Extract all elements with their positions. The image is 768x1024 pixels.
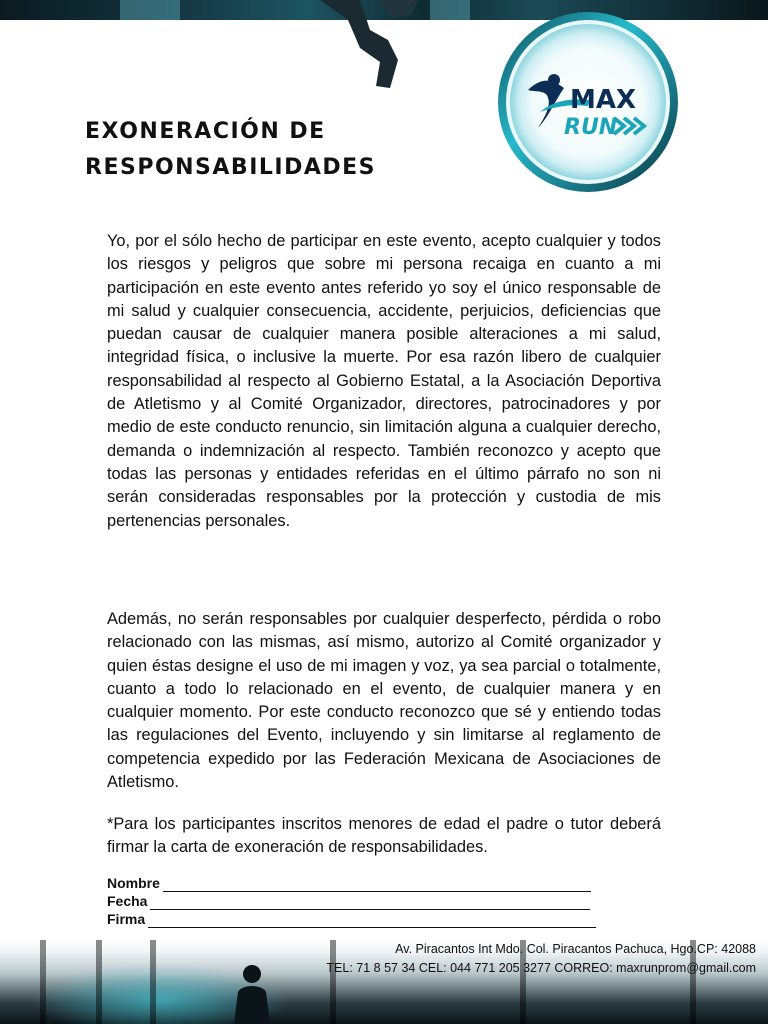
date-field[interactable] (107, 892, 590, 910)
signature-label: Firma (107, 911, 146, 927)
waiver-paragraph-2: Además, no serán responsables por cualquier desperfecto, pérdida o robo relacionado con las mismas, así mismo, autorizo al Comité organizador y quien éstas designe el uso de mi imagen y voz, ya sea parcial o totalmente, cuanto a todo lo relacionado en el evento, de cualquier manera y en cualquier momento. Por este conducto reconozco que sé y entiendo todas las regulaciones del Evento, incluyendo y sin limitarse al reglamento de competencia expedido por las Federación Mexicana de Asociaciones de Atletismo. (107, 610, 661, 792)
footer-beam (40, 940, 46, 1024)
athlete-silhouette-image (222, 962, 282, 1024)
footer-beam (96, 940, 102, 1024)
footer-beam (150, 940, 156, 1024)
maxrun-logo (494, 8, 682, 196)
footer-contact: TEL: 71 8 57 34 CEL: 044 771 205 3277 CORREO: maxrunprom@gmail.com (326, 961, 756, 975)
logo-text-max: MAX (570, 85, 637, 115)
title-line-2: RESPONSABILIDADES (85, 155, 377, 180)
minors-note: *Para los participantes inscritos menores de edad el padre o tutor deberá firmar la carta de exoneración de responsabilidades. (107, 815, 661, 857)
banner-streak (120, 0, 180, 20)
document-title (85, 114, 465, 186)
title-line-1: EXONERACIÓN DE (85, 119, 326, 144)
name-field[interactable] (107, 874, 591, 892)
banner-streak (430, 0, 470, 20)
date-label: Fecha (107, 893, 148, 909)
signature-field[interactable] (107, 910, 596, 928)
signature-line[interactable] (148, 913, 596, 928)
footer-address: Av. Piracantos Int Mdo. Col. Piracantos Pachuca, Hgo.CP: 42088 (395, 942, 756, 956)
runner-silhouette-image (300, 0, 430, 90)
name-line[interactable] (163, 877, 591, 892)
logo-text-run: RUN (564, 115, 618, 140)
name-label: Nombre (107, 875, 160, 891)
waiver-paragraph-1: Yo, por el sólo hecho de participar en este evento, acepto cualquier y todos los riesgos y peligros que sobre mi persona recaiga en cuanto a mi participación en este evento antes referido yo soy el único responsable de mi salud y cualquier consecuencia, accidente, perjuicios, deficiencias que puedan causar de cualquier manera posible alteraciones a mi salud, integridad física, o inclusive la muerte. Por esa razón libero de cualquier responsabilidad al respecto al Gobierno Estatal, a la Asociación Deportiva de Atletismo y al Comité Organizador, directores, patrocinadores y por medio de este conducto renuncio, sin limitación alguna a cualquier derecho, demanda o indemnización al respecto. También reconozco y acepto que todas las personas y entidades referidas en el último párrafo no son ni serán consideradas responsables por la protección y custodia de mis pertenencias personales. (107, 232, 661, 530)
date-line[interactable] (150, 895, 590, 910)
footer-beam (330, 940, 336, 1024)
